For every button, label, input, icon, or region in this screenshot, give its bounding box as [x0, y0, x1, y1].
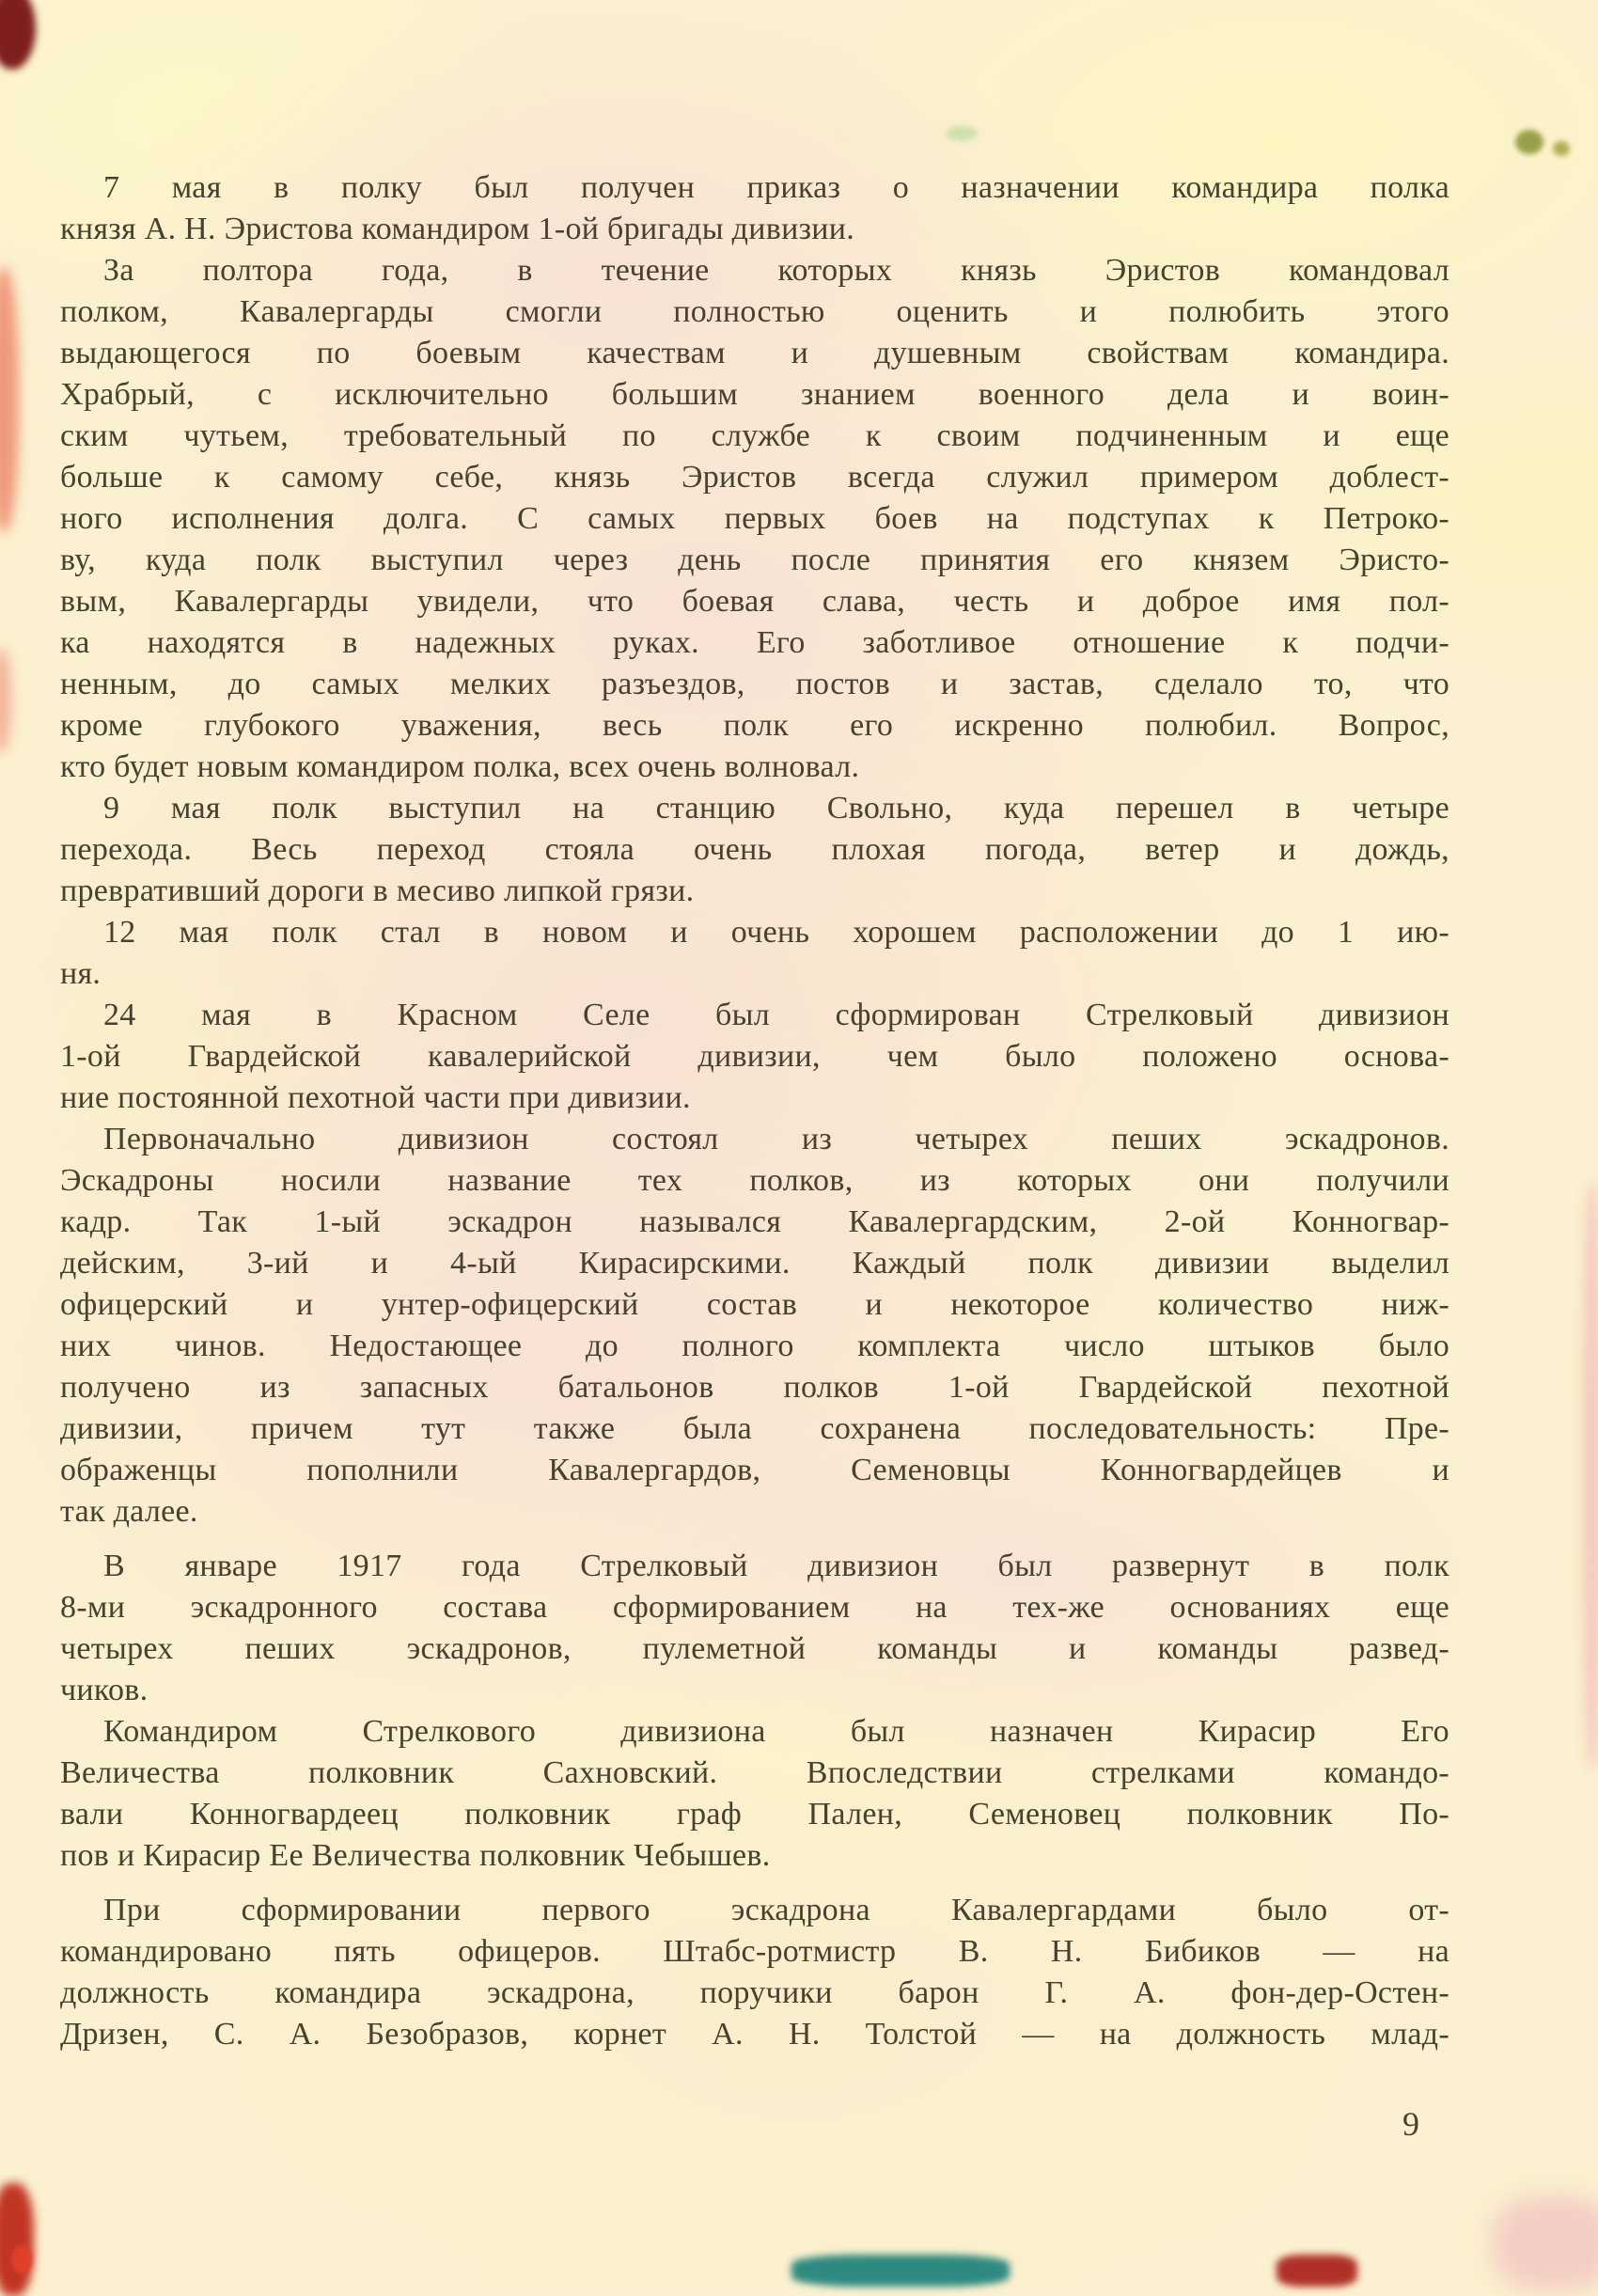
text-line: 7 мая в полку был получен приказ о назначении командира полка — [103, 170, 1449, 205]
text-line: получено из запасных батальонов полков 1-ой Гвардейской пехотной — [60, 1370, 1449, 1405]
paragraph — [60, 912, 1449, 995]
text-line: ображенцы пополнили Кавалергардов, Семеновцы Конногвардейцев и — [60, 1453, 1449, 1487]
scan-dot-bottom-left — [11, 2245, 32, 2273]
text-line: 24 мая в Красном Селе был сформирован Стрелковый дивизион — [103, 998, 1449, 1032]
text-line: должность командира эскадрона, поручики барон Г. А. фон-дер-Остен- — [60, 1975, 1449, 2010]
scan-stain-bottom-left — [0, 2183, 34, 2296]
text-line: Дризен, С. А. Безобразов, корнет А. Н. Толстой — на должность млад- — [60, 2017, 1449, 2052]
text-line: четырех пеших эскадронов, пулеметной команды и команды развед- — [60, 1631, 1449, 1666]
paragraph — [60, 1711, 1449, 1877]
scan-bar-bottom-red — [1277, 2255, 1357, 2287]
text-line: кроме глубокого уважения, весь полк его искренно полюбил. Вопрос, — [60, 708, 1449, 743]
text-line: ненным, до самых мелких разъездов, постов и застав, сделало то, что — [60, 667, 1449, 701]
text-line: ние постоянной пехотной части при дивизии. — [60, 1080, 691, 1115]
page-number: 9 — [1402, 2105, 1419, 2143]
text-line: Эскадроны носили название тех полков, из которых они получили — [60, 1163, 1449, 1198]
scan-stain-right-edge — [1583, 1185, 1598, 1768]
paragraph — [60, 167, 1449, 250]
text-line: офицерский и унтер-офицерский состав и некоторое количество ниж- — [60, 1287, 1449, 1322]
paragraph — [60, 995, 1449, 1119]
scan-stain-bottom-right-corner — [1493, 2196, 1598, 2290]
paragraph — [60, 788, 1449, 912]
text-line: ским чутьем, требовательный по службе к своим подчиненным и еще — [60, 418, 1449, 453]
scan-dot-top-right-2 — [1553, 141, 1570, 156]
text-line: командировано пять офицеров. Штабс-ротмистр В. Н. Бибиков — на — [60, 1934, 1449, 1969]
page-text-block — [60, 167, 1449, 2055]
text-line: так далее. — [60, 1494, 198, 1529]
text-line: 9 мая полк выступил на станцию Свольно, куда перешел в четыре — [103, 791, 1449, 826]
text-line: князя А. Н. Эристова командиром 1-ой бригады дивизии. — [60, 212, 855, 246]
scan-dot-top-center — [946, 126, 978, 141]
text-line: перехода. Весь переход стояла очень плохая погода, ветер и дождь, — [60, 832, 1449, 867]
text-line: ня. — [60, 956, 102, 991]
text-line: вым, Кавалергарды увидели, что боевая слава, честь и доброе имя пол- — [60, 584, 1449, 619]
text-line: выдающегося по боевым качествам и душевным свойствам командира. — [60, 336, 1449, 370]
text-line: ка находятся в надежных руках. Его заботливое отношение к подчи- — [60, 625, 1449, 660]
text-line: При сформировании первого эскадрона Кавалергардами было от- — [103, 1893, 1449, 1927]
text-line: В январе 1917 года Стрелковый дивизион был развернут в полк — [103, 1549, 1449, 1583]
paragraph — [60, 1890, 1449, 2055]
scan-dot-top-right-1 — [1515, 130, 1543, 154]
text-line: 1-ой Гвардейской кавалерийской дивизии, чем было положено основа- — [60, 1039, 1449, 1074]
text-line: За полтора года, в течение которых князь Эристов командовал — [103, 253, 1449, 288]
text-line: Командиром Стрелкового дивизиона был назначен Кирасир Его — [103, 1714, 1449, 1749]
text-line: чиков. — [60, 1673, 149, 1707]
text-line: 8-ми эскадронного состава сформированием на тех-же основаниях еще — [60, 1590, 1449, 1625]
text-line: кто будет новым командиром полка, всех очень волновал. — [60, 749, 860, 784]
text-line: больше к самому себе, князь Эристов всегда служил примером доблест- — [60, 460, 1449, 495]
text-line: Первоначально дивизион состоял из четырех пеших эскадронов. — [103, 1122, 1449, 1156]
text-line: ного исполнения долга. С самых первых боев на подступах к Петроко- — [60, 501, 1449, 536]
paragraph — [60, 1546, 1449, 1711]
text-line: дивизии, причем тут также была сохранена последовательность: Пре- — [60, 1411, 1449, 1446]
text-line: 12 мая полк стал в новом и очень хорошем расположении до 1 ию- — [103, 915, 1449, 950]
text-line: ву, куда полк выступил через день после принятия его князем Эристо- — [60, 543, 1449, 577]
text-line: превративший дороги в месиво липкой грязи. — [60, 873, 695, 908]
scan-bar-bottom-teal — [791, 2255, 1010, 2287]
paragraph — [60, 250, 1449, 788]
paragraph — [60, 1119, 1449, 1533]
text-line: них чинов. Недостающее до полного комплекта число штыков было — [60, 1329, 1449, 1363]
text-line: дейским, 3-ий и 4-ый Кирасирскими. Каждый полк дивизии выделил — [60, 1246, 1449, 1281]
text-line: кадр. Так 1-ый эскадрон назывался Кавалергардским, 2-ой Конногвар- — [60, 1204, 1449, 1239]
text-line: Храбрый, с исключительно большим знанием военного дела и воин- — [60, 377, 1449, 412]
text-line: Величества полковник Сахновский. Впоследствии стрелками командо- — [60, 1755, 1449, 1790]
text-line: вали Конногвардеец полковник граф Пален, Семеновец полковник По- — [60, 1797, 1449, 1832]
text-line: полком, Кавалергарды смогли полностью оценить и полюбить этого — [60, 294, 1449, 329]
text-line: пов и Кирасир Ее Величества полковник Чебышев. — [60, 1838, 771, 1873]
